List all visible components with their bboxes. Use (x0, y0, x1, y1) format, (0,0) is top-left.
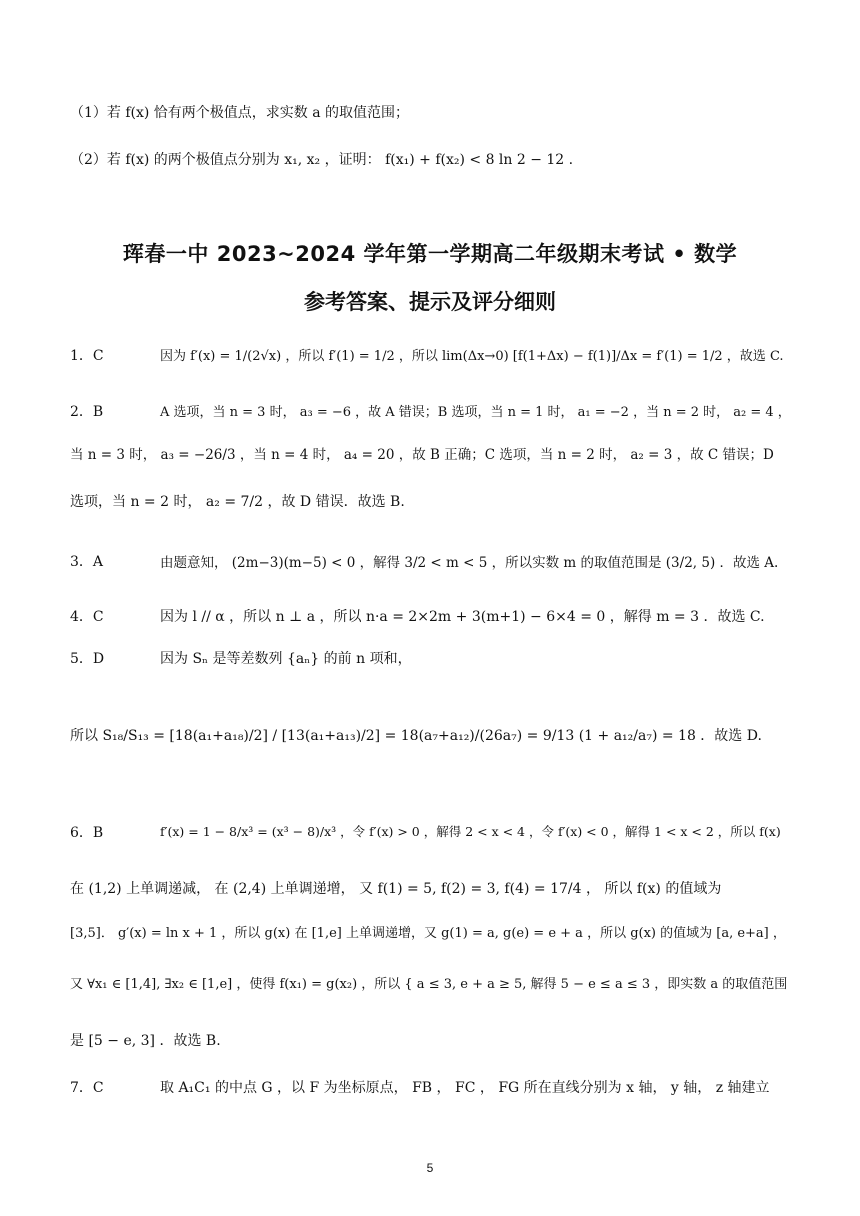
answer-6-line: [3,5]． g′(x) = ln x + 1 ，所以 g(x) 在 [1,e] 上单调递增，又 g(1) = a, g(e) = e + a ，所以 g(x) 的值域为 [a, e+a] ， (70, 926, 786, 941)
answer-4-line: 因为 l // α ，所以 n ⊥ a ，所以 n·a = 2×2m + 3(m+1) − 6×4 = 0 ，解得 m = 3 ．故选 C. (160, 609, 765, 625)
answer-3-label: 3．A (70, 554, 104, 570)
document-subtitle: 参考答案、提示及评分细则 (304, 290, 556, 314)
answer-6-line: 又 ∀x₁ ∈ [1,4], ∃x₂ ∈ [1,e] ，使得 f(x₁) = g(x₂) ，所以 { a ≤ 3, e + a ≥ 5, 解得 5 − e ≤ a ≤ 3 ，即实数 a 的取值范围 (70, 977, 788, 992)
question-1-text: （1）若 f(x) 恰有两个极值点，求实数 a 的取值范围； (70, 105, 410, 121)
answer-6-line: f′(x) = 1 − 8/x³ = (x³ − 8)/x³ ，令 f′(x) > 0 ，解得 2 < x < 4 ，令 f′(x) < 0 ，解得 1 < x < 2 ，所以 f(x) (160, 824, 781, 839)
answer-7-label: 7．C (70, 1080, 104, 1096)
answer-1-line: 因为 f′(x) = 1/(2√x) ，所以 f′(1) = 1/2 ，所以 lim(Δx→0) [f(1+Δx) − f(1)]/Δx = f′(1) = 1/2 ，故选 C. (160, 349, 784, 364)
question-2-text: （2）若 f(x) 的两个极值点分别为 x₁, x₂ ，证明： f(x₁) + f(x₂) < 8 ln 2 − 12 . (70, 152, 574, 168)
answer-4-label: 4．C (70, 609, 104, 625)
answer-6-label: 6．B (70, 825, 104, 841)
page-number: 5 (426, 1161, 434, 1175)
answer-3-line: 由题意知， (2m−3)(m−5) < 0 ，解得 3/2 < m < 5 ，所以实数 m 的取值范围是 (3/2, 5) ．故选 A. (160, 555, 779, 571)
document-title: 珲春一中 2023~2024 学年第一学期高二年级期末考试 • 数学 (122, 242, 738, 266)
answer-2-label: 2．B (70, 404, 104, 420)
answer-2-line: A 选项，当 n = 3 时， a₃ = −6 ，故 A 错误；B 选项，当 n = 1 时， a₁ = −2 ，当 n = 2 时， a₂ = 4 ， (160, 405, 791, 420)
answer-2-line: 当 n = 3 时， a₃ = −26/3 ，当 n = 4 时， a₄ = 20 ，故 B 正确；C 选项，当 n = 2 时， a₂ = 3 ，故 C 错误；D (70, 447, 774, 463)
answer-7-line: 取 A₁C₁ 的中点 G ，以 F 为坐标原点， FB ， FC ， FG 所在直线分别为 x 轴， y 轴， z 轴建立 (160, 1080, 770, 1096)
answer-2-line: 选项，当 n = 2 时， a₂ = 7/2 ，故 D 错误．故选 B. (70, 494, 405, 510)
answer-6-line: 在 (1,2) 上单调递减， 在 (2,4) 上单调递增， 又 f(1) = 5, f(2) = 3, f(4) = 17/4 ， 所以 f(x) 的值域为 (70, 881, 722, 897)
answer-5-line: 所以 S₁₈/S₁₃ = [18(a₁+a₁₈)/2] / [13(a₁+a₁₃)/2] = 18(a₇+a₁₂)/(26a₇) = 9/13 (1 + a₁₂/a₇) = 18 ．故选 D. (70, 728, 762, 744)
answer-5-label: 5．D (70, 651, 105, 667)
answer-6-line: 是 [5 − e, 3] ．故选 B. (70, 1033, 221, 1049)
answer-5-line: 因为 Sₙ 是等差数列 {aₙ} 的前 n 项和， (160, 651, 412, 667)
answer-1-label: 1．C (70, 348, 104, 364)
